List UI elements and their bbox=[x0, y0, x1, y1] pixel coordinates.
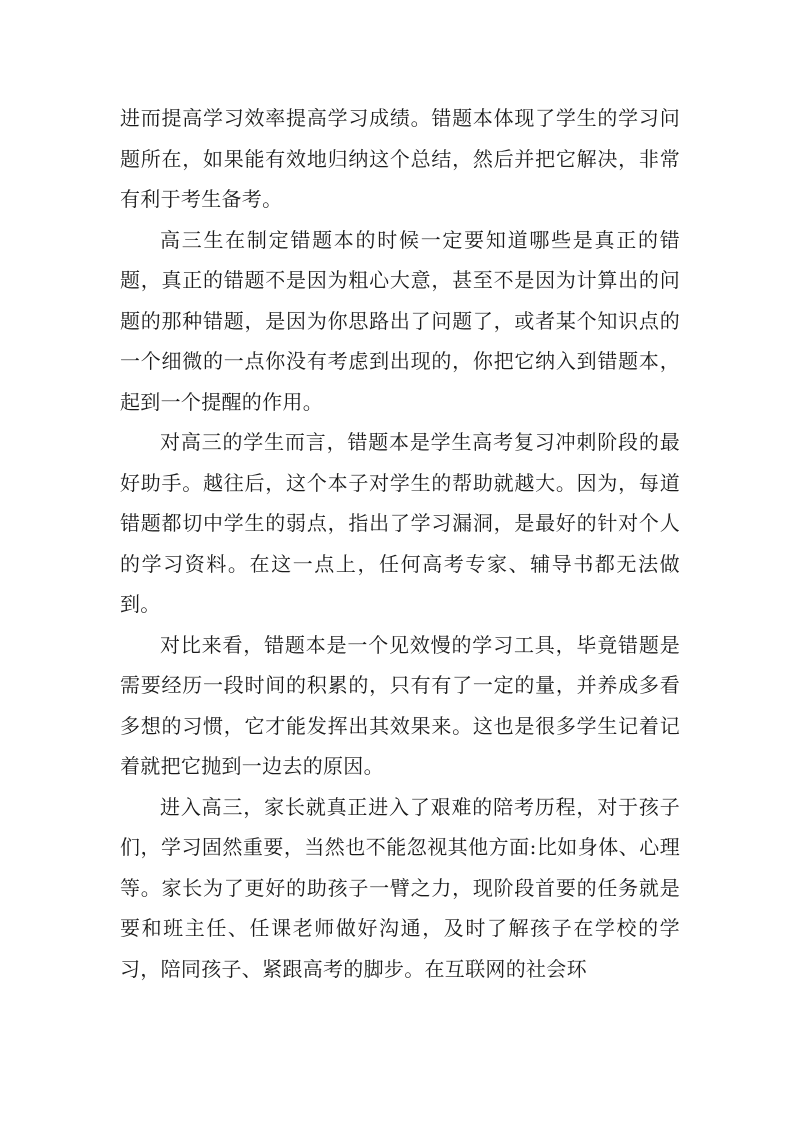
paragraph-1: 进而提高学习效率提高学习成绩。错题本体现了学生的学习问题所在，如果能有效地归纳这个总结，然后并把它解决，非常有利于考生备考。 bbox=[120, 106, 680, 211]
paragraph-4: 对比来看，错题本是一个见效慢的学习工具，毕竟错题是需要经历一段时间的积累的，只有有了一定的量，并养成多看多想的习惯，它才能发挥出其效果来。这也是很多学生记着记着就把它抛到一边去的原因。 bbox=[120, 632, 680, 778]
document-body bbox=[120, 98, 680, 989]
paragraph-5: 进入高三，家长就真正进入了艰难的陪考历程，对于孩子们，学习固然重要，当然也不能忽视其他方面:比如身体、心理等。家长为了更好的助孩子一臂之力，现阶段首要的任务就是要和班主任、任课老师做好沟通，及时了解孩子在学校的学习，陪同孩子、紧跟高考的脚步。在互联网的社会环 bbox=[120, 794, 680, 981]
paragraph-3: 对高三的学生而言，错题本是学生高考复习冲刺阶段的最好助手。越往后，这个本子对学生的帮助就越大。因为，每道错题都切中学生的弱点，指出了学习漏洞，是最好的针对个人的学习资料。在这一点上，任何高考专家、辅导书都无法做到。 bbox=[120, 430, 680, 616]
paragraph-2: 高三生在制定错题本的时候一定要知道哪些是真正的错题，真正的错题不是因为粗心大意，甚至不是因为计算出的问题的那种错题，是因为你思路出了问题了，或者某个知识点的一个细微的一点你没有考虑到出现的，你把它纳入到错题本，起到一个提醒的作用。 bbox=[120, 227, 680, 414]
